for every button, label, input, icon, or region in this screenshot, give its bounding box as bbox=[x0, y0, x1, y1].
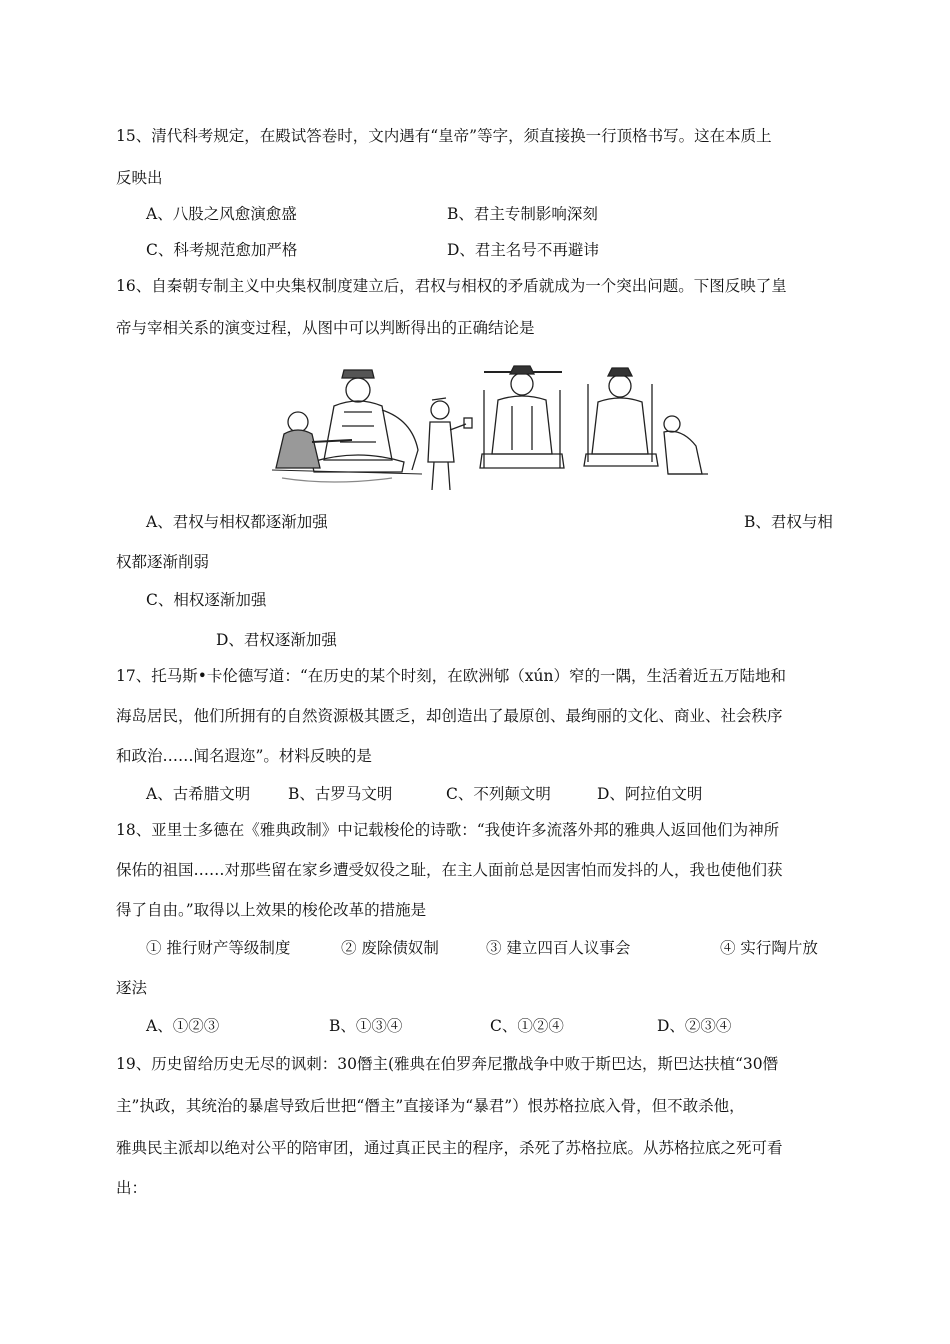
q18-option-a: A、①②③ bbox=[146, 1017, 220, 1035]
scene-2-standing-chancellor bbox=[428, 398, 472, 490]
q15-option-d: D、君主名号不再避讳 bbox=[447, 241, 599, 259]
q17-option-a: A、古希腊文明 bbox=[146, 785, 251, 803]
q18-stem-line3: 得了自由。”取得以上效果的梭伦改革的措施是 bbox=[116, 901, 427, 919]
q18-option-c: C、①②④ bbox=[490, 1017, 564, 1035]
q18-item-1: ① 推行财产等级制度 bbox=[146, 939, 291, 957]
scene-1-seated-chancellor bbox=[272, 370, 422, 482]
q16-option-a: A、君权与相权都逐渐加强 bbox=[146, 513, 328, 531]
emperor-chancellor-illustration bbox=[272, 350, 720, 500]
q17-option-c: C、不列颠文明 bbox=[446, 785, 551, 803]
q18-stem-line2: 保佑的祖国……对那些留在家乡遭受奴役之耻，在主人面前总是因害怕而发抖的人，我也使他们获 bbox=[116, 861, 783, 879]
q18-item-3: ③ 建立四百人议事会 bbox=[486, 939, 631, 957]
q18-item-4-part2: 逐法 bbox=[116, 979, 148, 997]
scene-4-kneeling-chancellor bbox=[584, 368, 708, 474]
q15-stem-line1: 15、清代科考规定，在殿试答卷时，文内遇有“皇帝”等字，须直接换一行顶格书写。这在本质上 bbox=[116, 127, 772, 145]
q16-option-b-part2: 权都逐渐削弱 bbox=[116, 553, 210, 571]
q15-option-a: A、八股之风愈演愈盛 bbox=[146, 205, 297, 223]
q19-stem-line3: 雅典民主派却以绝对公平的陪审团，通过真正民主的程序，杀死了苏格拉底。从苏格拉底之死可看 bbox=[116, 1139, 783, 1157]
q18-option-b: B、①③④ bbox=[329, 1017, 403, 1035]
q18-item-2: ② 废除债奴制 bbox=[341, 939, 439, 957]
q19-stem-line2: 主”执政，其统治的暴虐导致后世把“僭主”直接译为“暴君”）恨苏格拉底入骨，但不敢杀他， bbox=[116, 1097, 745, 1115]
q16-option-c: C、相权逐渐加强 bbox=[146, 591, 267, 609]
q18-item-4-part1: ④ 实行陶片放 bbox=[720, 939, 818, 957]
q18-stem-line1: 18、亚里士多德在《雅典政制》中记载梭伦的诗歌：“我使许多流落外邦的雅典人返回他们为神所 bbox=[116, 821, 780, 839]
q17-stem-line1: 17、托马斯•卡伦德写道：“在历史的某个时刻，在欧洲郇（xún）窄的一隅，生活着近五万陆地和 bbox=[116, 667, 786, 685]
q16-option-d: D、君权逐渐加强 bbox=[216, 631, 337, 649]
q18-option-d: D、②③④ bbox=[657, 1017, 732, 1035]
q17-option-d: D、阿拉伯文明 bbox=[597, 785, 703, 803]
q15-option-c: C、科考规范愈加严格 bbox=[146, 241, 298, 259]
q17-stem-line3: 和政治……闻名遐迩”。材料反映的是 bbox=[116, 747, 372, 765]
q17-option-b: B、古罗马文明 bbox=[288, 785, 393, 803]
q15-option-b: B、君主专制影响深刻 bbox=[447, 205, 598, 223]
q15-stem-line2: 反映出 bbox=[116, 169, 163, 187]
q19-stem-line4: 出： bbox=[116, 1179, 148, 1197]
q17-stem-line2: 海岛居民，他们所拥有的自然资源极其匮乏，却创造出了最原创、最绚丽的文化、商业、社会秩序 bbox=[116, 707, 783, 725]
q16-option-b-part1: B、君权与相 bbox=[744, 513, 833, 531]
q16-stem-line2: 帝与宰相关系的演变过程，从图中可以判断得出的正确结论是 bbox=[116, 319, 535, 337]
q16-stem-line1: 16、自秦朝专制主义中央集权制度建立后，君权与相权的矛盾就成为一个突出问题。下图反映了皇 bbox=[116, 277, 787, 295]
q19-stem-line1: 19、历史留给历史无尽的讽刺：30僭主(雅典在伯罗奔尼撒战争中败于斯巴达，斯巴达扶植“30僭 bbox=[116, 1055, 779, 1073]
scene-3-emperor-throne bbox=[480, 366, 564, 468]
